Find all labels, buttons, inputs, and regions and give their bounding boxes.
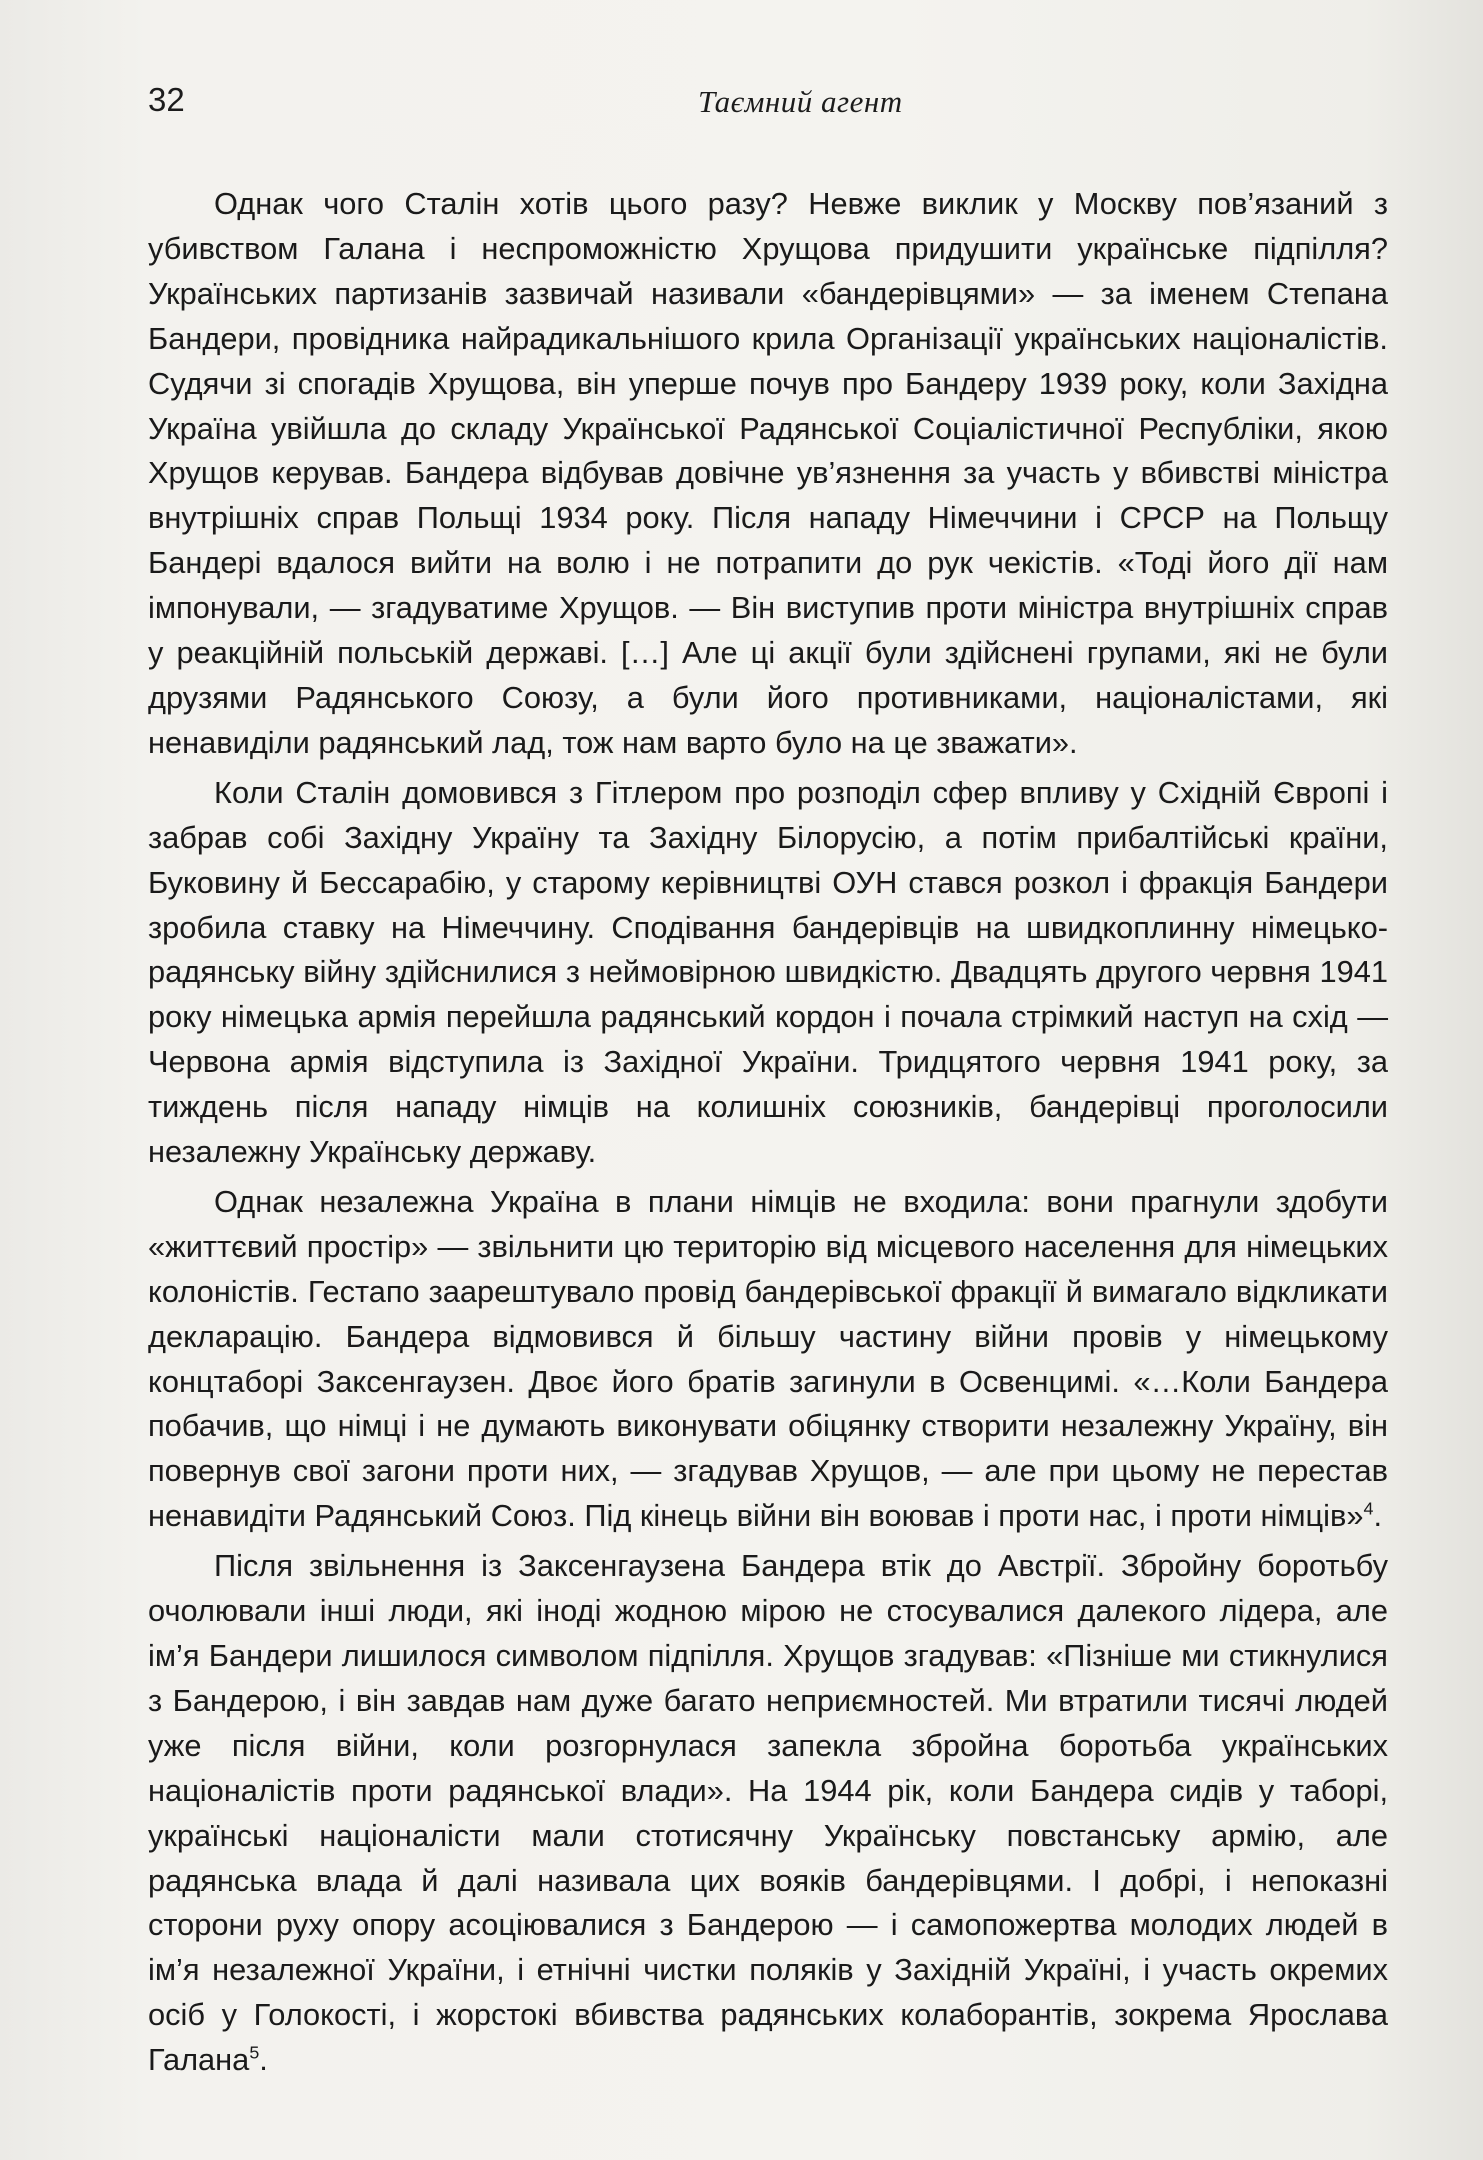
- paragraph-4: Після звільнення із Заксенгаузена Бандера втік до Австрії. Збройну боротьбу очолювали інші люди, які іноді жодною мірою не стосувалися далекого лідера, але ім’я Бандери лишилося символом підпілля. Хрущов згадував: «Пізніше ми стикнулися з Бандерою, і він завдав нам дуже багато неприємностей. Ми втратили тисячі людей уже після війни, коли розгорнулася запекла збройна боротьба українських націоналістів проти радянської влади». На 1944 рік, коли Бандера сидів у таборі, українські націоналісти мали стотисячну Українську повстанську армію, але радянська влада й далі називала цих вояків бандерівцями. І добрі, і непоказні сторони руху опору асоціювалися з Бандерою — і самопожертва молодих людей в ім’я незалежної України, і етнічні чистки поляків у Західній Україні, і участь окремих осіб у Голокості, і жорстокі вбивства радянських колаборантів, зокрема Ярослава Галана$^5$.: [148, 1548, 1388, 2078]
- paragraph-3: Однак незалежна Україна в плани німців не входила: вони прагнули здобути «життєвий простір» — звільнити цю територію від місцевого населення для німецьких колоністів. Гестапо заарештувало провід бандерівської фракції й вимагало відкликати декларацію. Бандера відмовився й більшу частину війни провів у німецькому концтаборі Заксенгаузен. Двоє його братів загинули в Освенцимі. «…Коли Бандера побачив, що німці і не думають виконувати обіцянку створити незалежну Україну, він повернув свої загони проти них, — згадував Хрущов, — але при цьому не перестав ненавидіти Радянський Союз. Під кінець війни він воював і проти нас, і проти німців»$^4$.: [148, 1183, 1388, 1534]
- paragraph-1: [148, 182, 1388, 766]
- paragraph-2: [148, 771, 1388, 1175]
- paragraph-text: Однак незалежна Україна в плани німців не входила: вони прагнули здобути «життєвий простір» — звільнити цю територію від місцевого населення для німецьких колоністів. Гестапо заарештувало провід бандерівської фракції й вимагало відкликати декларацію. Бандера відмовився й більшу частину війни провів у німецькому концтаборі Заксенгаузен. Двоє його братів загинули в Освенцимі. «…Коли Бандера побачив, що німці і не думають виконувати обіцянку створити незалежну Україну, він повернув свої загони проти них, — згадував Хрущов, — але при цьому не перестав ненавидіти Радянський Союз. Під кінець війни він воював і проти нас, і проти німців»: [148, 1183, 1388, 1534]
- paragraph-text: Однак чого Сталін хотів цього разу? Невже виклик у Москву пов’язаний з убивством Галана і неспроможністю Хрущова придушити українське підпілля? Українських партизанів зазвичай називали «бандерівцями» — за іменем Степана Бандери, провідника найрадикальнішого крила Організації українських націоналістів. Судячи зі спогадів Хрущова, він уперше почув про Бандеру 1939 року, коли Західна Україна увійшла до складу Української Радянської Соціалістичної Республіки, якою Хрущов керував. Бандера відбував довічне ув’язнення за участь у вбивстві міністра внутрішніх справ Польщі 1934 року. Після нападу Німеччини і СРСР на Польщу Бандері вдалося вийти на волю і не потрапити до рук чекістів. «Тоді його дії нам імпонували, — згадуватиме Хрущов. — Він виступив проти міністра внутрішніх справ у реакційній польській державі. […] Але ці акції були здійснені групами, які не були друзями Радянського Союзу, а були його противниками, націоналістами, які ненавиділи радянський лад, тож нам варто було на це зважати».: [148, 186, 1388, 760]
- paragraph-text: Після звільнення із Заксенгаузена Бандера втік до Австрії. Збройну боротьбу очолювали інші люди, які іноді жодною мірою не стосувалися далекого лідера, але ім’я Бандери лишилося символом підпілля. Хрущов згадував: «Пізніше ми стикнулися з Бандерою, і він завдав нам дуже багато неприємностей. Ми втратили тисячі людей уже після війни, коли розгорнулася запекла збройна боротьба українських націоналістів проти радянської влади». На 1944 рік, коли Бандера сидів у таборі, українські націоналісти мали стотисячну Українську повстанську армію, але радянська влада й далі називала цих вояків бандерівцями. І добрі, і непоказні сторони руху опору асоціювалися з Бандерою — і самопожертва молодих людей в ім’я незалежної України, і етнічні чистки поляків у Західній Україні, і участь окремих осіб у Голокості, і жорстокі вбивства радянських колаборантів, зокрема Ярослава Галана: [148, 1548, 1388, 2078]
- running-title: Таємний агент: [698, 84, 903, 119]
- footnote-ref-5: 5: [249, 2042, 260, 2063]
- footnote-ref-4: 4: [1363, 1499, 1374, 1520]
- body-text: [148, 182, 1388, 2083]
- paragraph-text: Коли Сталін домовився з Гітлером про розподіл сфер впливу у Східній Європі і забрав собі Західну Україну та Західну Білорусію, а потім прибалтійські країни, Буковину й Бессарабію, у старому керівництві ОУН стався розкол і фракція Бандери зробила ставку на Німеччину. Сподівання бандерівців на швидкоплинну німецько-радянську війну здійснилися з неймовірною швидкістю. Двадцять другого червня 1941 року німецька армія перейшла радянський кордон і почала стрімкий наступ на схід — Червона армія відступила із Західної України. Тридцятого червня 1941 року, за тиждень після нападу німців на колишніх союзників, бандерівці проголосили незалежну Українську державу.: [148, 774, 1388, 1170]
- page-header: [148, 80, 1388, 140]
- page-number: 32: [148, 81, 185, 118]
